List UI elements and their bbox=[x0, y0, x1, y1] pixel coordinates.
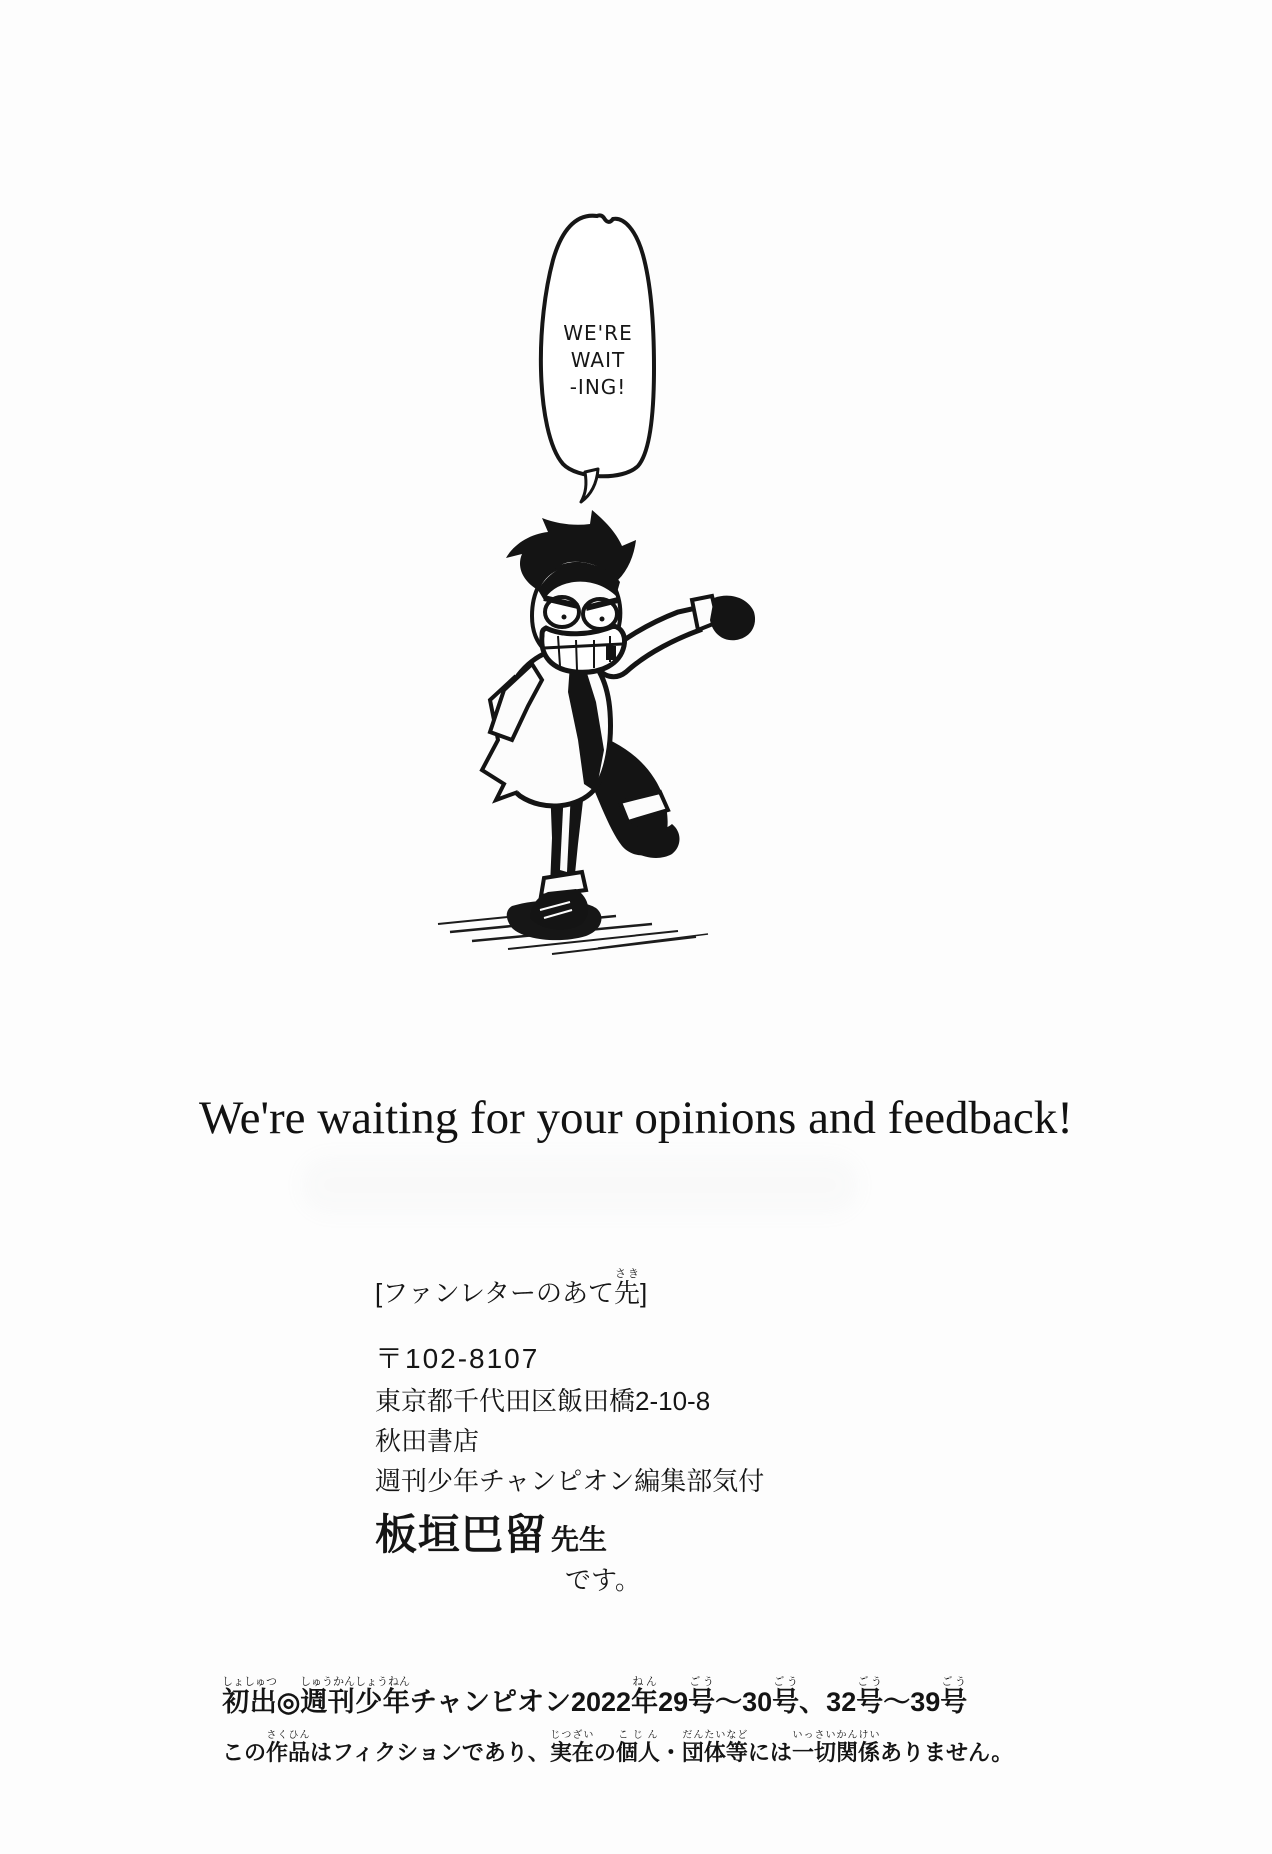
street-address: 東京都千代田区飯田橋2-10-8 bbox=[375, 1386, 711, 1416]
bubble-line-1: WE'RE bbox=[563, 321, 633, 345]
author-name: 板垣巴留 bbox=[375, 1511, 548, 1558]
author-honorific: 先生 bbox=[551, 1524, 608, 1555]
fiction-disclaimer-line: この作品さくひんはフィクションであり、実在じつざいの個人こじん・団体等だんたいなどには一切関係いっさいかんけいありません。 bbox=[222, 1730, 1014, 1765]
closing-text: です。 bbox=[565, 1565, 641, 1595]
bubble-line-3: -ING! bbox=[569, 375, 627, 399]
publisher-name: 秋田書店 bbox=[375, 1426, 480, 1456]
running-character-illustration bbox=[420, 440, 780, 960]
editorial-department: 週刊少年チャンピオン編集部気付 bbox=[375, 1466, 765, 1496]
author-line bbox=[375, 1502, 607, 1562]
bubble-line-2: WAIT bbox=[570, 348, 626, 372]
erased-text-smudge bbox=[300, 1155, 860, 1215]
speech-bubble-text bbox=[523, 320, 673, 401]
fan-letter-header: [ファンレターのあて先さき] bbox=[375, 1268, 648, 1308]
first-publication-line: 初出しょしゅつ◎週刊少年しゅうかんしょうねんチャンピオン2022年ねん29号ごう〜30号ごう、32号ごう〜39号ごう bbox=[222, 1676, 968, 1717]
postal-code: 〒102-8107 bbox=[375, 1343, 540, 1374]
headline-text: We're waiting for your opinions and feedback! bbox=[199, 1092, 1073, 1144]
